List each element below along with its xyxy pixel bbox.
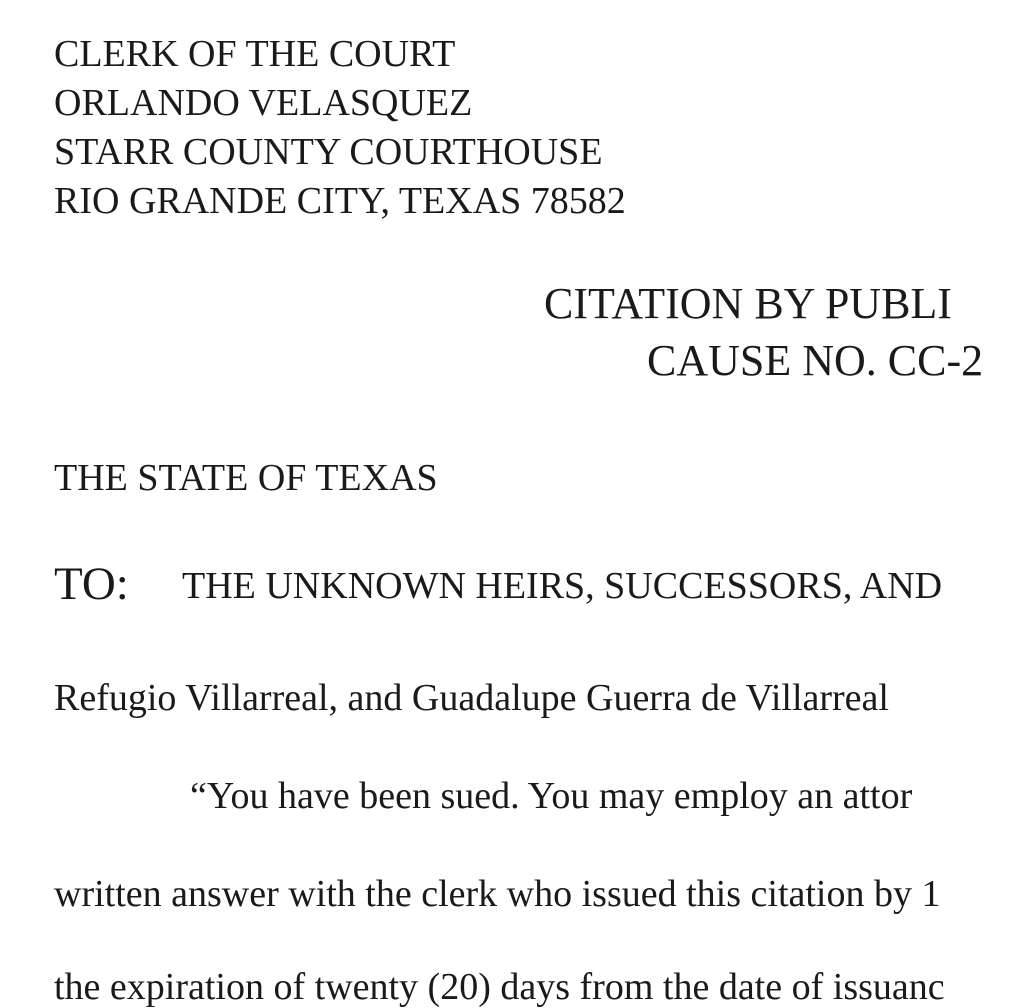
document-title: CITATION BY PUBLI bbox=[544, 279, 952, 328]
citation-paragraph-line-2: written answer with the clerk who issued this citation by 1 bbox=[54, 873, 941, 915]
clerk-address-line-3: STARR COUNTY COURTHOUSE bbox=[54, 131, 603, 173]
clerk-address-line-1: CLERK OF THE COURT bbox=[54, 33, 456, 75]
citation-paragraph-line-3: the expiration of twenty (20) days from the date of issuanc bbox=[54, 966, 945, 1008]
defendant-names: Refugio Villarreal, and Guadalupe Guerra de Villarreal bbox=[54, 677, 889, 719]
state-heading: THE STATE OF TEXAS bbox=[54, 457, 438, 499]
to-recipients: THE UNKNOWN HEIRS, SUCCESSORS, AND bbox=[182, 565, 943, 607]
to-label: TO: bbox=[54, 558, 129, 610]
cause-number: CAUSE NO. CC-2 bbox=[647, 336, 984, 385]
clerk-address-line-4: RIO GRANDE CITY, TEXAS 78582 bbox=[54, 180, 626, 222]
citation-paragraph-line-1: “You have been sued. You may employ an attor bbox=[190, 775, 913, 817]
clerk-address-line-2: ORLANDO VELASQUEZ bbox=[54, 82, 473, 124]
